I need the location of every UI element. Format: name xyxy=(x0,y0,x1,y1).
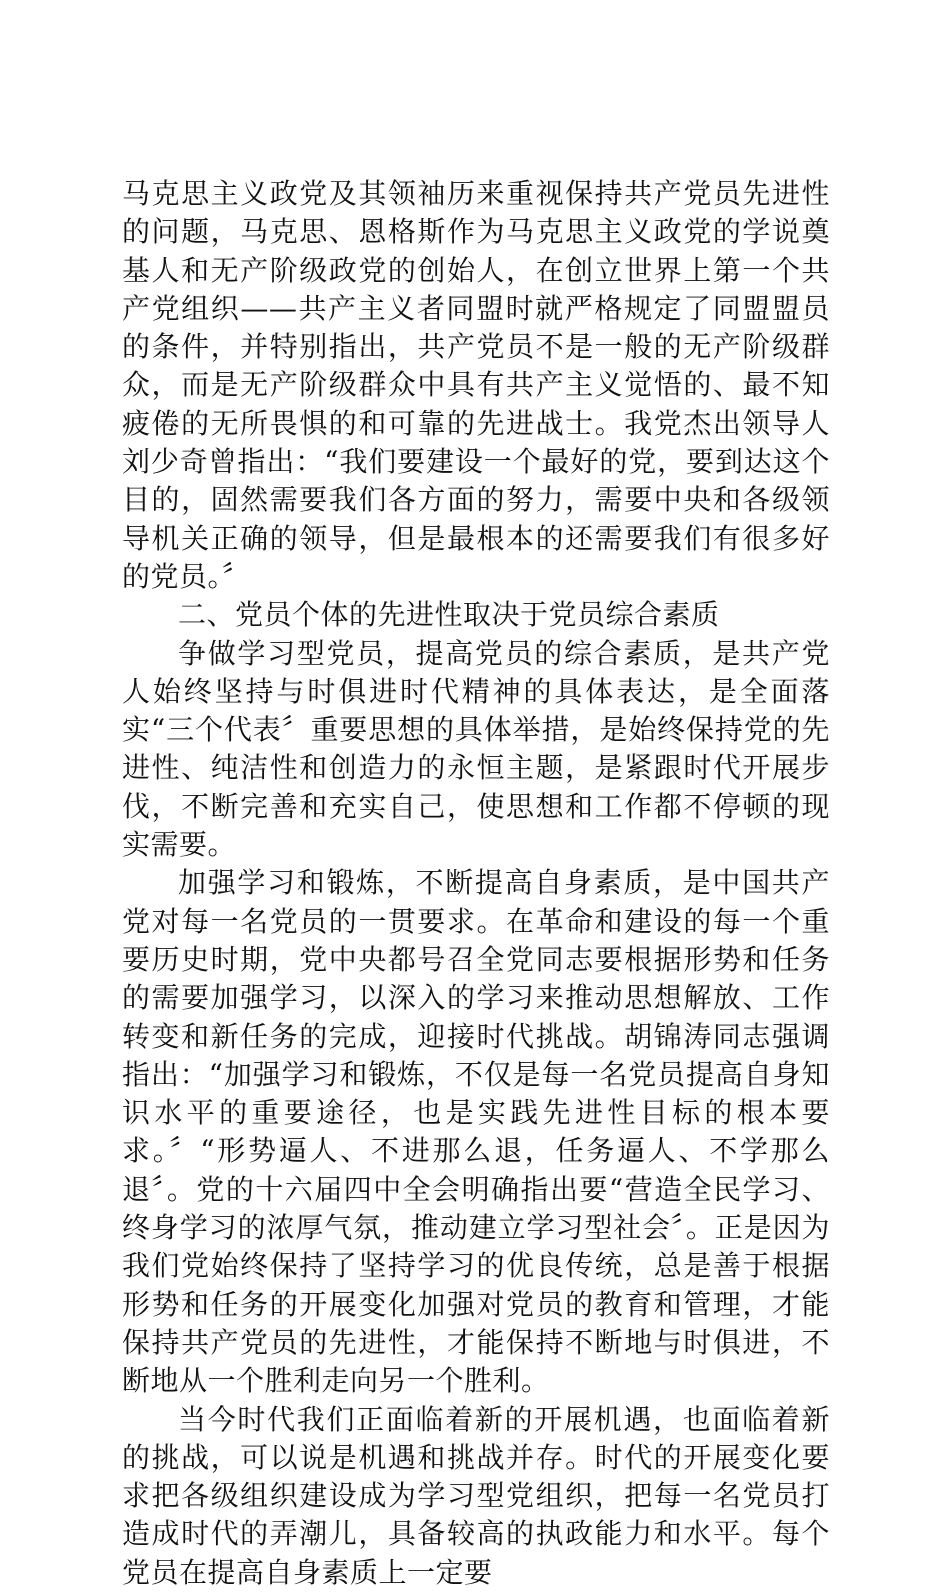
paragraph-1: 马克思主义政党及其领袖历来重视保持共产党员先进性的问题，马克思、恩格斯作为马克思主义政党的学说奠基人和无产阶级政党的创始人，在创立世界上第一个共产党组织——共产主义者同盟时就严格规定了同盟盟员的条件，并特别指出，共产党员不是一般的无产阶级群众，而是无产阶级群众中具有共产主义觉悟的、最不知疲倦的无所畏惧的和可靠的先进战士。我党杰出领导人刘少奇曾指出：“我们要建设一个最好的党，要到达这个目的，固然需要我们各方面的努力，需要中央和各级领导机关正确的领导，但是最根本的还需要我们有很多好的党员。〞 xyxy=(122,177,830,593)
section-heading: 二、党员个体的先进性取决于党员综合素质 xyxy=(178,598,720,632)
document-body xyxy=(122,175,830,1592)
paragraph-4: 当今时代我们正面临着新的开展机遇，也面临着新的挑战，可以说是机遇和挑战并存。时代的开展变化要求把各级组织建设成为学习型党组织，把每一名党员打造成时代的弄潮儿，具备较高的执政能力和水平。每个党员在提高自身素质上一定要 xyxy=(122,1402,830,1589)
paragraph-3: 加强学习和锻炼，不断提高自身素质，是中国共产党对每一名党员的一贯要求。在革命和建设的每一个重要历史时期，党中央都号召全党同志要根据形势和任务的需要加强学习，以深入的学习来推动思想解放、工作转变和新任务的完成，迎接时代挑战。胡锦涛同志强调指出：“加强学习和锻炼，不仅是每一名党员提高自身知识水平的重要途径，也是实践先进性目标的根本要求。〞“形势逼人、不进那么退，任务逼人、不学那么退〞。党的十六届四中全会明确指出要“营造全民学习、终身学习的浓厚气氛，推动建立学习型社会〞。正是因为我们党始终保持了坚持学习的优良传统，总是善于根据形势和任务的开展变化加强对党员的教育和管理，才能保持共产党员的先进性，才能保持不断地与时俱进，不断地从一个胜利走向另一个胜利。 xyxy=(122,866,830,1398)
paragraph-2: 争做学习型党员，提高党员的综合素质，是共产党人始终坚持与时俱进时代精神的具体表达，是全面落实“三个代表〞重要思想的具体举措，是始终保持党的先进性、纯洁性和创造力的永恒主题，是紧跟时代开展步伐，不断完善和充实自己，使思想和工作都不停顿的现实需要。 xyxy=(122,636,830,862)
